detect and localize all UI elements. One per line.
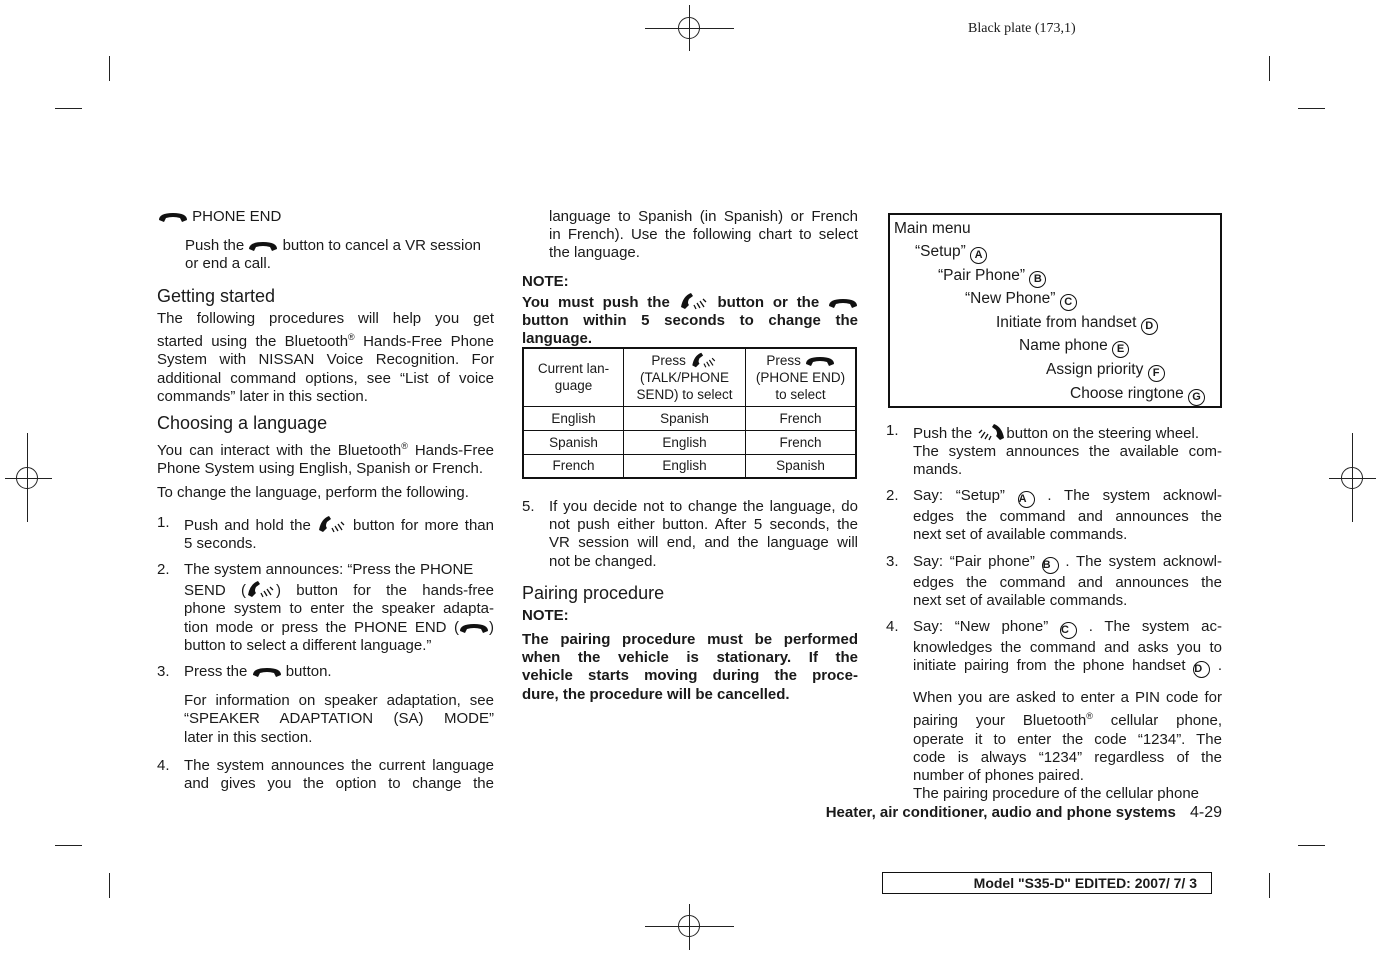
- table-row: [523, 430, 856, 454]
- phone-end-icon: [158, 211, 188, 223]
- menu-item-choose-ringtone: Choose ringtone G: [1070, 385, 1205, 406]
- pair-step-2: 2. Say: “Setup” A . The system acknowl- edges the command and announces the next set of available commands.: [886, 487, 1223, 544]
- pair-step-1: 1. Push the button on the steering wheel. The system announces the available com- mands.: [886, 422, 1222, 479]
- step-1: 1. Push and hold the button for more than 5 seconds.: [157, 514, 494, 553]
- continued-text: language to Spanish (in Spanish) or French in French). Use the following chart to select the language.: [549, 208, 858, 262]
- talk-phone-send-icon: [976, 422, 1006, 442]
- table-cell: Spanish: [523, 430, 624, 454]
- phone-end-icon: [459, 622, 489, 634]
- menu-item-pair-phone: “Pair Phone” B: [938, 267, 1046, 288]
- main-menu-diagram: [888, 213, 1222, 408]
- table-header-end: Press (PHONE END) to select: [746, 348, 857, 406]
- last-line: The pairing procedure of the cellular phone: [913, 785, 1200, 802]
- talk-phone-send-icon: [246, 579, 276, 599]
- pairing-note-label: NOTE:: [522, 607, 569, 624]
- choosing-language-heading: Choosing a language: [157, 413, 328, 433]
- menu-item-initiate: Initiate from handset D: [996, 314, 1158, 335]
- menu-title: Main menu: [894, 220, 971, 237]
- phone-end-icon: [828, 297, 858, 309]
- step-2: 2. The system announces: “Press the PHONE SEND ( ) button for the hands-free phone system to enter the speaker adapta- tion mode or press the PHONE END ( ) button to select a different language.”: [157, 561, 494, 654]
- pairing-heading: Pairing procedure: [522, 583, 665, 603]
- page-number: 4-29: [1189, 804, 1222, 821]
- phone-end-title: PHONE END: [192, 208, 282, 225]
- table-header-talk: Press (TALK/PHONE SEND) to select: [624, 348, 746, 406]
- model-edited-box: Model "S35-D" EDITED: 2007/ 7/ 3: [882, 872, 1212, 894]
- footer-section-title: Heater, air conditioner, audio and phone systems 4-29: [825, 804, 1222, 821]
- language-table: [522, 347, 857, 479]
- phone-end-desc: Push the button to cancel a VR session or end a call.: [185, 237, 482, 273]
- pair-step-4: 4. Say: “New phone” C . The system ac- knowledges the command and asks you to initiate pairing from the phone handset D . When you are asked to enter a PIN code for pairing your Bluetooth® cellular phone, operate it to enter the code “1234”. The code is always “1234” regardless of the number of phones paired.: [886, 618, 1223, 785]
- table-cell: French: [746, 406, 857, 430]
- table-header-row: [523, 348, 856, 406]
- step-3: 3. Press the button. For information on speaker adaptation, see “SPEAKER ADAPTATION (SA) MODE” later in this section.: [157, 663, 494, 746]
- getting-started-text: The following procedures will help you get started using the Bluetooth® Hands-Free Phone System with NISSAN Voice Recognition. For additional command options, see “List of voice commands” later in this section.: [157, 310, 494, 405]
- table-cell: Spanish: [624, 406, 746, 430]
- table-cell: French: [523, 454, 624, 478]
- table-cell: Spanish: [746, 454, 857, 478]
- choosing-language-text: You can interact with the Bluetooth® Hands-Free Phone System using English, Spanish or French.: [157, 441, 495, 478]
- note-text: You must push the button or the button within 5 seconds to change the language.: [522, 291, 858, 349]
- getting-started-heading: Getting started: [157, 286, 276, 306]
- table-row: [523, 454, 856, 478]
- talk-phone-send-icon: [317, 514, 347, 534]
- table-row: [523, 406, 856, 430]
- table-cell: French: [746, 430, 857, 454]
- pairing-note-text: The pairing procedure must be performed when the vehicle is stationary. If the vehicle starts moving during the proce- dure, the procedure will be cancelled.: [522, 631, 858, 703]
- phone-end-heading: [158, 208, 281, 226]
- menu-item-name-phone: Name phone E: [1019, 337, 1129, 358]
- table-cell: English: [624, 454, 746, 478]
- to-change-text: To change the language, perform the following.: [157, 484, 469, 501]
- menu-item-setup: “Setup” A: [915, 243, 987, 264]
- menu-item-new-phone: “New Phone” C: [965, 290, 1077, 311]
- phone-end-icon: [248, 240, 278, 252]
- step-5: 5. If you decide not to change the language, do not push either button. After 5 seconds, the VR session will end, and the language will not be changed.: [522, 498, 858, 570]
- table-cell: English: [624, 430, 746, 454]
- pair-step-3: 3. Say: “Pair phone” B . The system acknowl- edges the command and announces the next set of available commands.: [886, 553, 1223, 610]
- table-header-current: Current lan- guage: [523, 348, 624, 406]
- menu-item-assign-priority: Assign priority F: [1046, 361, 1165, 382]
- phone-end-icon: [805, 355, 835, 367]
- plate-label: Black plate (173,1): [968, 21, 1076, 36]
- step-4: 4. The system announces the current language and gives you the option to change the: [157, 757, 494, 793]
- talk-phone-send-icon: [679, 291, 709, 311]
- note-label: NOTE:: [522, 273, 569, 290]
- talk-phone-send-icon: [690, 351, 718, 369]
- table-cell: English: [523, 406, 624, 430]
- phone-end-icon: [252, 666, 282, 678]
